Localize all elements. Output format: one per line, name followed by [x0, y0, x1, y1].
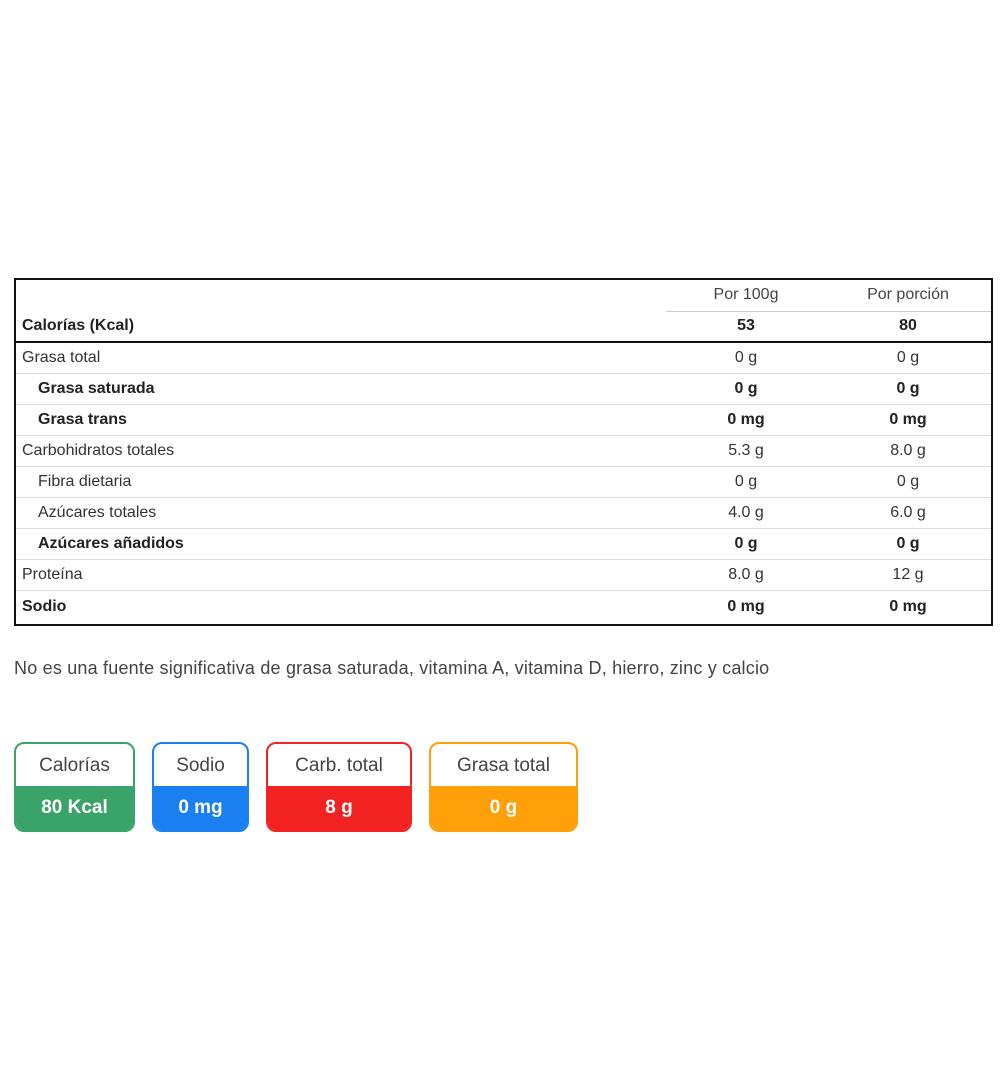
table-row — [16, 374, 991, 405]
row-per-100g: 4.0 g — [728, 504, 764, 521]
row-per-100g: 0 mg — [727, 411, 765, 428]
table-header-row — [16, 280, 991, 310]
row-per-portion: 8.0 g — [890, 442, 926, 459]
row-label: Fibra dietaria — [38, 473, 132, 490]
row-label: Carbohidratos totales — [22, 442, 175, 459]
badge-label: Grasa total — [457, 755, 550, 776]
table-row — [16, 405, 991, 436]
column-header-per-portion: Por porción — [867, 286, 949, 303]
row-label: Grasa trans — [38, 411, 127, 428]
row-per-100g: 0 mg — [727, 597, 765, 615]
badge-value: 0 g — [431, 786, 576, 830]
table-row — [16, 467, 991, 498]
row-label: Grasa total — [22, 349, 101, 366]
table-row — [16, 498, 991, 529]
calories-label: Calorías (Kcal) — [22, 316, 135, 334]
badge-sodium — [152, 742, 249, 832]
row-per-100g: 0 g — [734, 535, 758, 552]
row-per-100g: 0 g — [734, 349, 758, 366]
table-row — [16, 436, 991, 467]
row-per-portion: 6.0 g — [890, 504, 926, 521]
badge-carbs — [266, 742, 412, 832]
nutrition-footnote: No es una fuente significativa de grasa saturada, vitamina A, vitamina D, hierro, zinc y calcio — [14, 658, 770, 678]
row-label: Azúcares totales — [38, 504, 157, 521]
badge-calories — [14, 742, 135, 832]
row-per-100g: 8.0 g — [728, 566, 764, 583]
row-per-portion: 0 mg — [889, 597, 927, 615]
table-row — [16, 529, 991, 560]
row-per-portion: 0 mg — [889, 411, 927, 428]
calories-row — [16, 310, 991, 341]
badge-fat — [429, 742, 578, 832]
row-label: Azúcares añadidos — [38, 535, 184, 552]
column-header-per-100g: Por 100g — [713, 286, 779, 303]
row-per-100g: 5.3 g — [728, 442, 764, 459]
row-label: Grasa saturada — [38, 380, 155, 397]
calories-divider — [666, 311, 991, 312]
row-label: Sodio — [22, 597, 67, 615]
badge-value: 8 g — [268, 786, 410, 830]
badge-value: 0 mg — [154, 786, 247, 830]
row-per-portion: 0 g — [896, 380, 920, 397]
table-row — [16, 591, 991, 622]
badge-value: 80 Kcal — [16, 786, 133, 830]
row-per-portion: 0 g — [896, 473, 920, 490]
table-row — [16, 343, 991, 374]
badge-label: Carb. total — [295, 755, 383, 776]
badge-label: Sodio — [176, 755, 225, 776]
row-per-100g: 0 g — [734, 473, 758, 490]
row-label: Proteína — [22, 566, 83, 583]
row-per-portion: 0 g — [896, 535, 920, 552]
calories-per-portion: 80 — [899, 316, 917, 334]
calories-per-100g: 53 — [737, 316, 755, 334]
row-per-portion: 0 g — [896, 349, 920, 366]
row-per-100g: 0 g — [734, 380, 758, 397]
row-per-portion: 12 g — [892, 566, 924, 583]
table-row — [16, 560, 991, 591]
badge-label: Calorías — [39, 755, 110, 776]
nutrition-table — [14, 278, 993, 626]
